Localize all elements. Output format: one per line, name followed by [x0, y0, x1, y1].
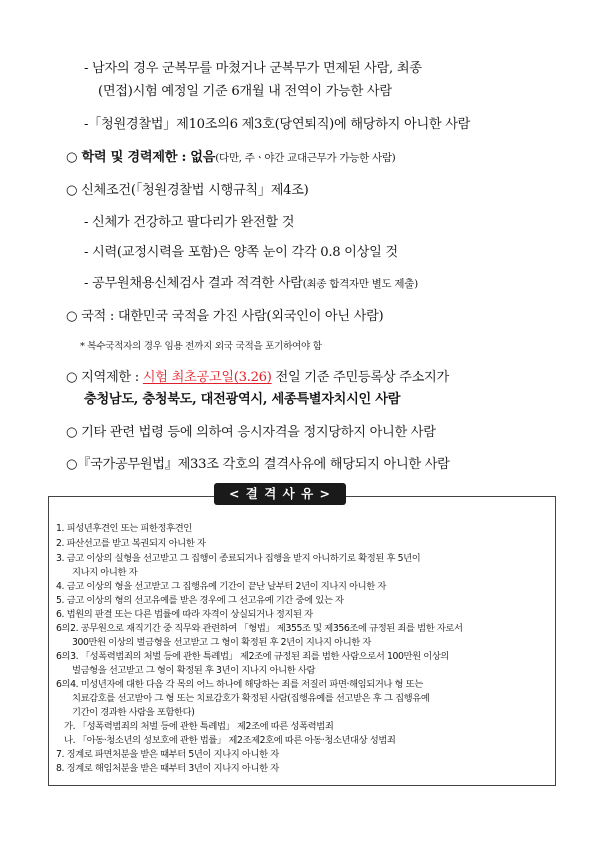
disq-item-6-2-cont: 300만원 이상의 벌금형을 선고받고 그 형이 확정된 후 2년이 지나지 아니한 자	[72, 637, 372, 648]
medical-check-text: - 공무원채용신체검사 결과 적격한 사람	[84, 276, 303, 291]
disq-item-6-4-cont: 치료감호를 선고받아 그 형 또는 치료감호가 확정된 사람(집행유예를 선고받은 후 그 집행유예	[72, 693, 430, 704]
military-service-line-2: (면접)시험 예정일 기준 6개월 내 전역이 가능한 사람	[98, 84, 392, 99]
disq-item-6-4-cont-2: 기간이 경과한 사람을 포함한다)	[72, 707, 195, 718]
disq-item-5: 5. 금고 이상의 형의 선고유예를 받은 경우에 그 선고유예 기간 중에 있는 자	[56, 595, 344, 606]
region-restriction-text: 전일 기준 주민등록상 주소지가	[271, 370, 449, 385]
disq-item-6: 6. 법원의 판결 또는 다른 법률에 따라 자격이 상실되거나 정지된 자	[56, 609, 313, 620]
physical-health-line: - 신체가 건강하고 팔다리가 완전할 것	[84, 215, 295, 230]
physical-conditions-heading: ○ 신체조건(「청원경찰법 시행규칙」제4조)	[66, 183, 309, 198]
disq-item-8: 8. 징계로 해임처분을 받은 때부터 3년이 지나지 아니한 자	[56, 763, 279, 774]
disq-item-2: 2. 파산선고를 받고 복권되지 아니한 자	[56, 538, 206, 549]
region-list-line: 충청남도, 충청북도, 대전광역시, 세종특별자치시인 사람	[84, 392, 401, 407]
region-restriction-line	[66, 366, 449, 385]
education-requirement-note: (다만, 주ㆍ야간 교대근무가 가능한 사람)	[215, 152, 396, 164]
disq-item-6-3-cont: 벌금형을 선고받고 그 형이 확정된 후 3년이 지나지 아니한 사람	[72, 665, 316, 676]
first-notice-date: 시험 최초공고일(3.26)	[142, 370, 272, 385]
disq-item-6-4: 6의4. 미성년자에 대한 다음 각 목의 어느 하나에 해당하는 죄를 저질러 파면·해임되거나 형 또는	[56, 679, 423, 690]
disq-item-6-3: 6의3. 「성폭력범죄의 처벌 등에 관한 특례법」 제2조에 규정된 죄를 범한 사람으로서 100만원 이상의	[56, 651, 450, 662]
disq-item-7: 7. 징계로 파면처분을 받은 때부터 5년이 지나지 아니한 자	[56, 749, 279, 760]
education-requirement	[66, 146, 395, 165]
disqualification-box-title: < 결 격 사 유 >	[214, 483, 346, 505]
disq-item-4: 4. 금고 이상의 형을 선고받고 그 집행유예 기간이 끝난 날부터 2년이 지나지 아니한 자	[56, 581, 386, 592]
disq-item-3-cont: 지나지 아니한 자	[72, 567, 138, 578]
other-laws-line: ○ 기타 관련 법령 등에 의하여 응시자격을 정지당하지 아니한 사람	[66, 425, 436, 440]
medical-check-line	[84, 272, 418, 291]
dual-nationality-note: * 복수국적자의 경우 임용 전까지 외국 국적을 포기하여야 함	[80, 341, 322, 352]
disq-item-6-2: 6의2. 공무원으로 재직기간 중 직무와 관련하여 「형법」 제355조 및 제356조에 규정된 죄를 범한 자로서	[56, 623, 463, 634]
medical-check-note: (최종 합격자만 별도 제출)	[302, 278, 418, 290]
disq-item-6-4-a: 가. 「성폭력범죄의 처벌 등에 관한 특례법」 제2조에 따른 성폭력범죄	[64, 721, 334, 732]
disqualification-line: ○『국가공무원법』제33조 각호의 결격사유에 해당되지 아니한 사람	[66, 457, 450, 472]
education-requirement-label: ○ 학력 및 경력제한 : 없음	[66, 150, 216, 165]
disq-item-1: 1. 피성년후견인 또는 피한정후견인	[56, 523, 192, 534]
region-restriction-label: ○ 지역제한 :	[66, 370, 143, 385]
disq-item-3: 3. 금고 이상의 실형을 선고받고 그 집행이 종료되거나 집행을 받지 아니하기로 확정된 후 5년이	[56, 553, 421, 564]
guard-law-line: -「청원경찰법」제10조의6 제3호(당연퇴직)에 해당하지 아니한 사람	[84, 117, 471, 132]
disq-item-6-4-b: 나. 「아동·청소년의 성보호에 관한 법률」 제2조제2호에 따른 아동·청소년대상 성범죄	[64, 735, 396, 746]
eyesight-line: - 시력(교정시력을 포함)은 양쪽 눈이 각각 0.8 이상일 것	[84, 245, 398, 260]
military-service-line: - 남자의 경우 군복무를 마쳤거나 군복무가 면제된 사람, 최종	[84, 61, 422, 76]
nationality-line: ○ 국적 : 대한민국 국적을 가진 사람(외국인이 아닌 사람)	[66, 309, 384, 324]
